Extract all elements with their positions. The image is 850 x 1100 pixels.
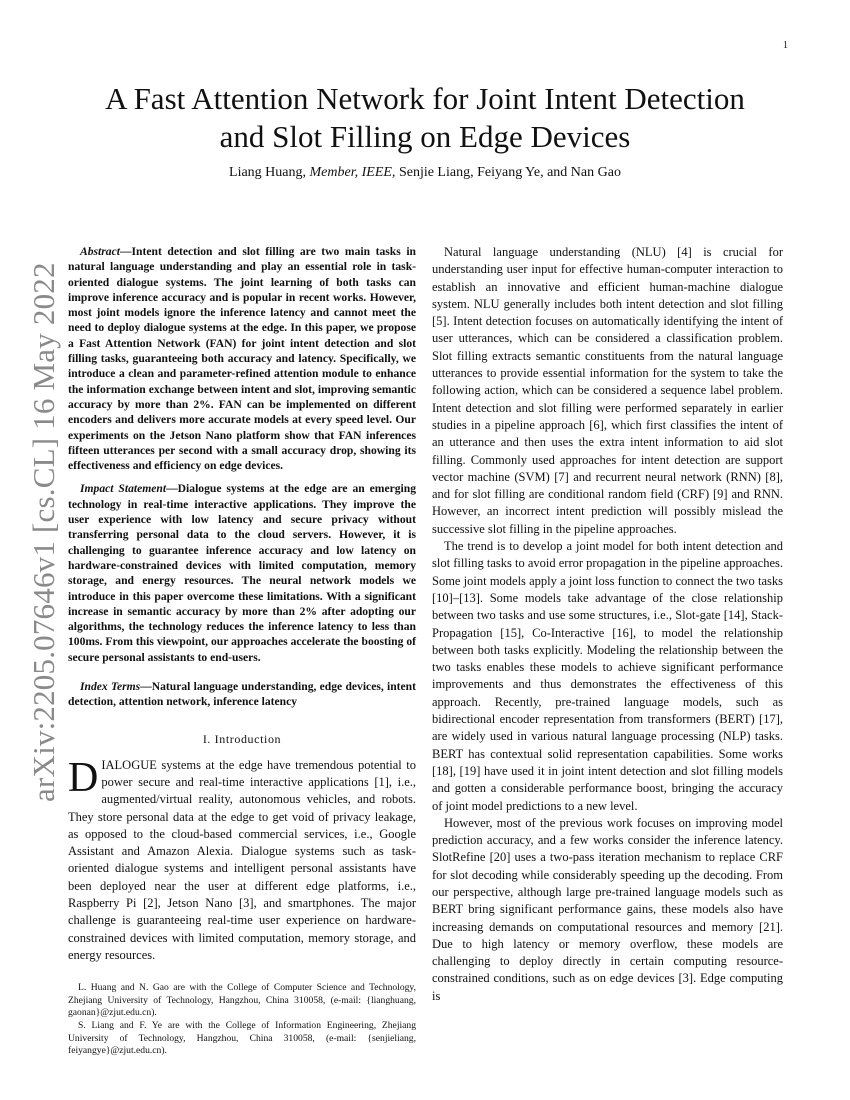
author-list	[60, 165, 790, 181]
index-terms-label: Index Terms	[80, 680, 141, 694]
footnote-2: S. Liang and F. Ye are with the College of Information Engineering, Zhejiang University of Technology, Hangzhou, China 310058, (e-mail: {senjieliang, feiyangye}@zjut.edu.cn).	[68, 1019, 416, 1057]
intro-text: IALOGUE systems at the edge have tremendous potential to power secure and real-time interactive applications [1], i.e., augmented/virtual reality, autonomous vehicles, and robots. They store personal data at the edge to get void of privacy leakage, as opposed to the cloud-based commercial services, i.e., Google Assistant and Amazon Alexia. Dialogue systems such as task-oriented dialogue systems and intelligent personal assistants have been deployed near the user at different edge platforms, i.e., Raspberry Pi [2], Jetson Nano [3], and smartphones. The major challenge is guaranteeing real-time user experience on hardware-constrained devices with limited computation, memory storage, and energy resources.	[68, 757, 416, 962]
author-names-end: Senjie Liang, Feiyang Ye, and Nan Gao	[395, 165, 621, 180]
impact-label: Impact Statement	[80, 482, 167, 496]
body-paragraph-joint-models: The trend is to develop a joint model for both intent detection and slot filling tasks to avoid error propagation in the pipeline approaches. Some joint models apply a joint loss function to connect the two tasks [10]–[13]. Some models take advantage of the close relationship between two tasks and use some structures, i.e., Slot-gate [14], Stack-Propagation [15], Co-Interactive [16], to model the relationship between both tasks explicitly. Modeling the relationship between the two tasks enables these models to achieve significant performance improvements and thus demonstrates the effectiveness of this approach. Recently, pre-trained language models, such as bidirectional encoder representation from transformers (BERT) [17], are widely used in various natural language processing (NLP) tasks. BERT has contextual solid representation capabilities. Some works [18], [19] have used it in joint intent detection and slot filling models and gotten a considerable performance boost, bringing the accuracy of joint model predictions to a new level.	[432, 539, 783, 813]
index-terms-text: —Natural language understanding, edge devices, intent detection, attention network, inference latency	[68, 680, 416, 709]
page-number: 1	[783, 40, 788, 51]
right-column	[432, 244, 783, 1005]
impact-statement	[68, 481, 416, 665]
impact-text: —Dialogue systems at the edge are an emerging technology in real-time interactive applications. They improve the user experience with low latency and secure privacy without transferring personal data to the cloud servers. However, it is challenging to guarantee inference accuracy and low latency on hardware-constrained devices with limited computation, memory storage, and energy resources. The neural network models we introduce in this paper overcome these limitations. With a significant increase in semantic accuracy by more than 2% after adopting our algorithms, the technology reduces the inference latency to less than 100ms. From this viewpoint, our approaches accelerate the boosting of secure personal assistants to end-users.	[68, 482, 416, 664]
abstract	[68, 244, 416, 473]
paper-title	[60, 80, 790, 156]
footnote-1: L. Huang and N. Gao are with the College of Computer Science and Technology, Zhejiang University of Technology, Hangzhou, China 310058, (e-mail: {lianghuang, gaonan}@zjut.edu.cn).	[68, 982, 416, 1019]
index-terms	[68, 679, 416, 710]
drop-cap: D	[68, 754, 99, 801]
abstract-text: —Intent detection and slot filling are two main tasks in natural language understanding and play an essential role in task-oriented dialogue systems. The joint learning of both tasks can improve inference accuracy and is popular in recent works. However, most joint models ignore the inference latency and cannot meet the need to deploy dialogue systems at the edge. In this paper, we propose a Fast Attention Network (FAN) for joint intent detection and slot filling tasks, guaranteeing both accuracy and latency. Specifically, we introduce a clean and parameter-refined attention module to enhance the information exchange between intent and slot, improving semantic accuracy by more than 2%. FAN can be implemented on different encoders and delivers more accurate models at every speed level. Our experiments on the Jetson Nano platform show that FAN inferences fifteen utterances per second with a small accuracy drop, showing its effectiveness and efficiency on edge devices.	[68, 245, 416, 473]
arxiv-identifier-stamp	[12, 262, 72, 810]
left-column	[68, 244, 416, 1058]
author-membership: Member, IEEE,	[309, 165, 396, 180]
title-line-2: and Slot Filling on Edge Devices	[219, 119, 631, 154]
footnote-spacer	[68, 964, 416, 982]
section-heading-introduction: I. Introduction	[202, 731, 282, 746]
body-paragraph-nlu: Natural language understanding (NLU) [4] is crucial for understanding user input for effective human-computer interaction to establish an innovative and efficient human-machine dialogue system. NLU generally includes both intent detection and slot filling [5]. Intent detection focuses on automatically identifying the intent of user utterances, which can be considered a classification problem. Slot filling extracts semantic constituents from the natural language utterances to provide essential information for the system to take the following action, which can be considered a sequence label problem. Intent detection and slot filling were performed separately in earlier studies in a pipeline approach [6], which first classifies the intent of an utterance and then uses the extra intent information to aid slot filling. Commonly used approaches for intent detection are support vector machine (SVM) [7] and recurrent neural network (RNN) [8], and for slot filling are conditional random field (CRF) [9] and RNN. However, an incorrect intent prediction will possibly mislead the successive slot filling in the pipeline approaches.	[432, 245, 783, 536]
intro-paragraph	[68, 754, 416, 965]
title-line-1: A Fast Attention Network for Joint Intent Detection	[105, 81, 745, 116]
author-names-start: Liang Huang,	[229, 165, 310, 180]
abstract-label: Abstract	[80, 245, 120, 258]
arxiv-stamp-text: arXiv:2205.07646v1 [cs.CL] 16 May 2022	[26, 262, 61, 802]
body-paragraph-latency: However, most of the previous work focuses on improving model prediction accuracy, and a few works consider the inference latency. SlotRefine [20] uses a two-pass iteration mechanism to replace CRF for slot decoding while considerably speeding up the decoding. From our perspective, although large pre-trained language models such as BERT bring significant performance gains, these models also have increasing demands on computational resources and memory [21]. Due to high latency or memory overflow, these models are challenging to deploy directly in certain computing resource-constrained conditions, such as on edge devices [3]. Edge computing is	[432, 815, 783, 1003]
